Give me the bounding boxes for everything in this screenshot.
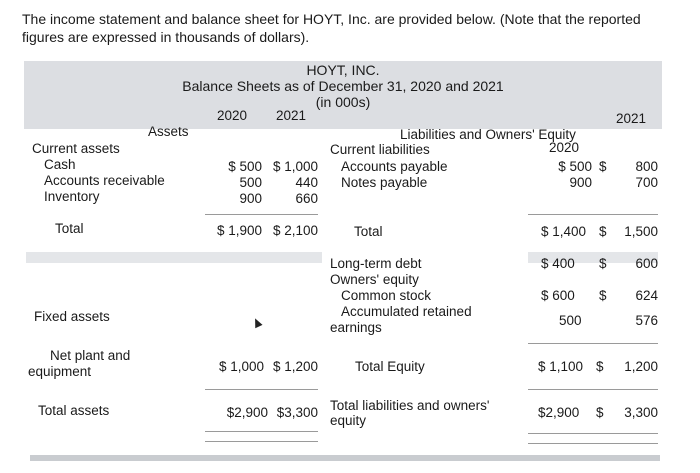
ap-2021: 800 [635,159,658,174]
table-bottom-border [30,455,660,461]
cs-label: Common stock [341,288,432,303]
net-plant-label-1: Net plant and [50,348,131,363]
rule [528,443,658,444]
te-2021: 1,200 [624,359,658,374]
rule [528,389,658,390]
tloe-label-1: Total liabilities and owners' [330,398,490,413]
intro-text: The income statement and balance sheet for HOYT, Inc. are provided below. (Note that the reported figures are expressed in thousands of dollars). [22,11,641,45]
rule [205,214,318,215]
rule [528,433,658,434]
np-label: Notes payable [341,175,428,190]
tloe-dollar: $ [596,405,604,420]
total-assets-2021: $3,300 [276,405,318,420]
liabilities-heading: Liabilities and Owners' Equity [400,127,576,142]
liab-total-2020: $ 1,400 [541,224,587,239]
assets-total-label: Total [55,221,84,236]
ar-label: Accounts receivable [44,173,165,188]
row-band [26,252,322,263]
are-label-1: Accumulated retained [341,304,472,319]
cash-2020: $ 500 [228,159,262,174]
assets-year-2021: 2021 [276,108,307,123]
net-plant-label-2: equipment [28,364,92,379]
assets-heading: Assets [148,124,189,139]
assets-year-2020: 2020 [217,108,248,123]
total-assets-label: Total assets [38,403,110,418]
np-2020: 900 [569,175,592,190]
cs-2020: $ 600 [541,288,575,303]
liab-total-dollar: $ [599,224,607,239]
assets-total-2020: $ 1,900 [216,223,262,238]
cs-dollar: $ [599,288,607,303]
statement-title: Balance Sheets as of December 31, 2020 and 2021 [182,78,504,94]
are-2021: 576 [635,313,658,328]
ar-2020: 500 [239,175,262,190]
te-label: Total Equity [355,359,425,374]
liab-year-2020: 2020 [549,140,580,155]
are-label-2: earnings [330,320,382,335]
ltd-label: Long-term debt [330,256,422,271]
ap-dollar: $ [599,159,607,174]
current-liabilities-label: Current liabilities [330,142,430,157]
tloe-label-2: equity [330,413,367,428]
rule [528,343,658,344]
owners-equity-label: Owners' equity [330,272,419,287]
cs-2021: 624 [635,288,658,303]
company-name: HOYT, INC. [306,62,380,78]
liab-total-2021: 1,500 [624,224,658,239]
are-2020: 500 [559,313,582,328]
ap-2020: $ 500 [558,159,592,174]
net-plant-2020: $ 1,000 [218,359,264,374]
te-dollar: $ [596,359,604,374]
tloe-2021: 3,300 [624,405,658,420]
ar-2021: 440 [295,175,318,190]
assets-total-2021: $ 2,100 [272,223,318,238]
rule [205,431,318,432]
rule [205,389,318,390]
ap-label: Accounts payable [341,159,448,174]
inventory-2021: 660 [295,191,318,206]
liab-year-2021: 2021 [616,111,647,126]
ltd-2021: 600 [635,256,658,271]
inventory-2020: 900 [239,191,262,206]
rule [205,441,318,442]
units-label: (in 000s) [315,94,371,110]
mouse-cursor-icon [251,317,262,329]
np-2021: 700 [635,175,658,190]
ltd-2020: $ 400 [541,256,575,271]
tloe-2020: $2,900 [538,405,580,420]
rule [528,214,658,215]
total-assets-2020: $2,900 [226,405,268,420]
current-assets-label: Current assets [32,141,120,156]
ltd-dollar: $ [599,256,607,271]
fixed-assets-label: Fixed assets [34,309,110,324]
inventory-label: Inventory [44,189,100,204]
cash-2021: $ 1,000 [272,159,318,174]
cash-label: Cash [44,157,76,172]
net-plant-2021: $ 1,200 [272,359,318,374]
te-2020: $ 1,100 [538,359,584,374]
liab-total-label: Total [354,224,383,239]
